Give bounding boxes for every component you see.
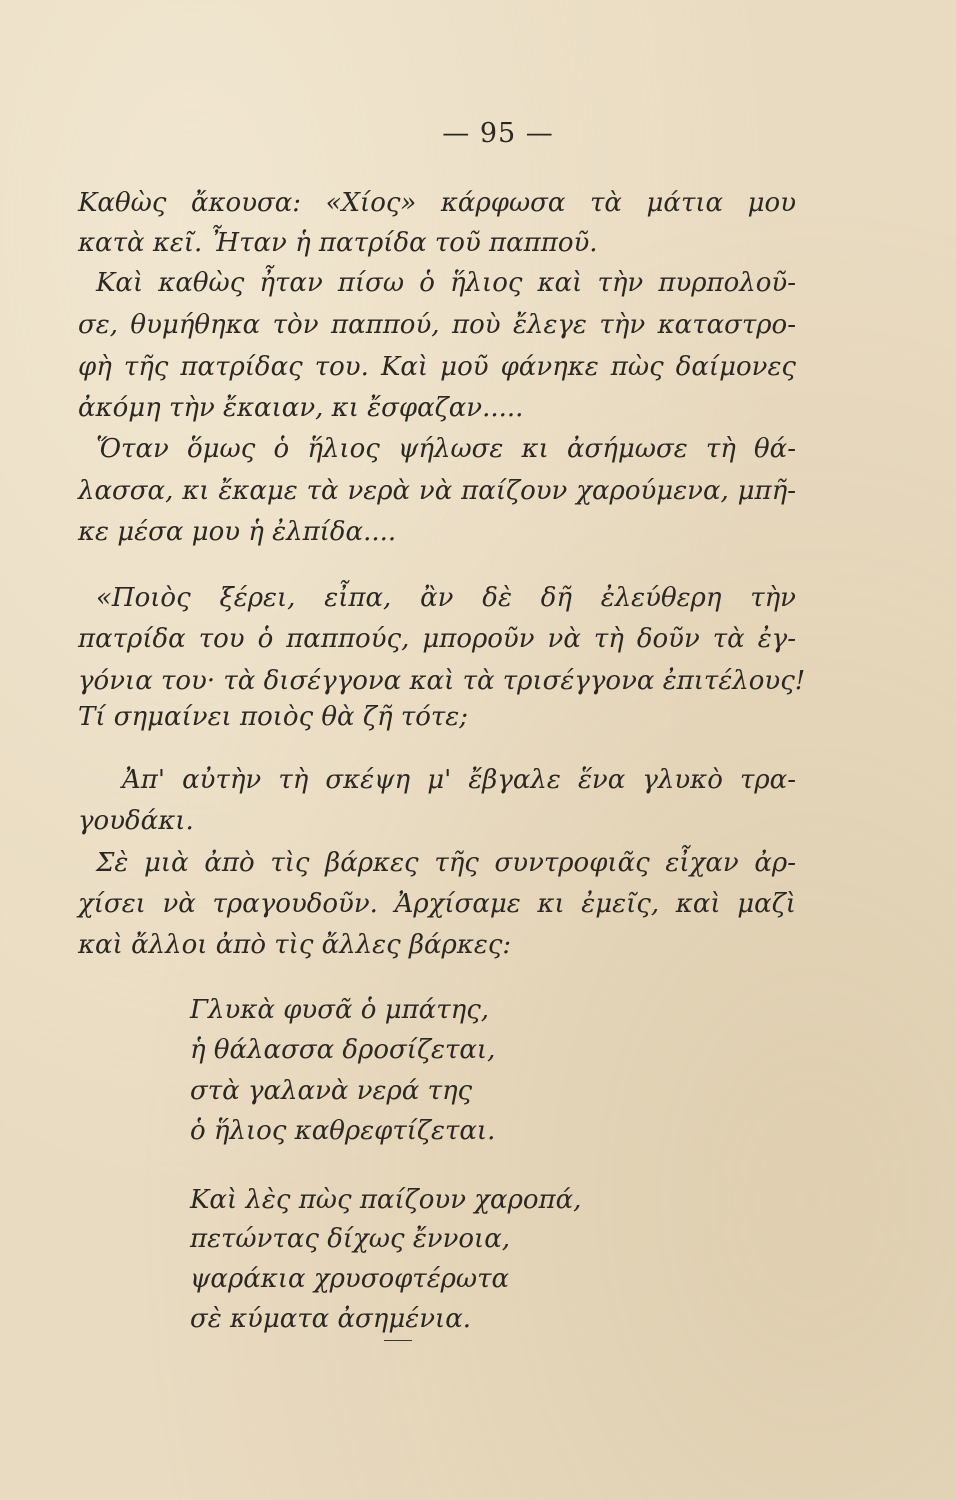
text-line: σε, θυμήθηκα τὸν παππού, ποὺ ἔλεγε τὴν καταστρο- bbox=[78, 310, 796, 340]
text-line: κε μέσα μου ἡ ἐλπίδα.... bbox=[78, 517, 397, 547]
verse-line: πετώντας δίχως ἔννοια, bbox=[190, 1224, 511, 1254]
text-line: γόνια του· τὰ δισέγγονα καὶ τὰ τρισέγγονα ἐπιτέλους! bbox=[78, 666, 806, 696]
verse-line: ὁ ἥλιος καθρεφτίζεται. bbox=[190, 1116, 496, 1146]
text-line: πατρίδα του ὁ παππούς, μποροῦν νὰ τὴ δοῦν τὰ ἐγ- bbox=[78, 624, 796, 654]
text-line: Ἀπ' αὐτὴν τὴ σκέψη μ' ἔβγαλε ἕνα γλυκὸ τρα- bbox=[122, 765, 796, 795]
text-line: λασσα, κι ἔκαμε τὰ νερὰ νὰ παίζουν χαρούμενα, μπῆ- bbox=[78, 476, 796, 506]
text-line: Σὲ μιὰ ἀπὸ τὶς βάρκες τῆς συντροφιᾶς εἶχαν ἀρ- bbox=[96, 848, 796, 878]
text-line: χίσει νὰ τραγουδοῦν. Ἀρχίσαμε κι ἐμεῖς, καὶ μαζὶ bbox=[78, 889, 796, 919]
verse-line: Γλυκὰ φυσᾶ ὁ μπάτης, bbox=[190, 995, 490, 1025]
text-line: Τί σημαίνει ποιὸς θὰ ζῆ τότε; bbox=[78, 702, 468, 732]
text-line: Καθὼς ἄκουσα: «Χίος» κάρφωσα τὰ μάτια μου bbox=[78, 188, 796, 218]
text-line: γουδάκι. bbox=[78, 806, 194, 836]
text-line: Ὅταν ὅμως ὁ ἥλιος ψήλωσε κι ἀσήμωσε τὴ θά- bbox=[96, 434, 796, 464]
page-number: — 95 — bbox=[442, 118, 554, 149]
verse-line: ψαράκια χρυσοφτέρωτα bbox=[190, 1264, 510, 1294]
text-line: Καὶ καθὼς ἦταν πίσω ὁ ἥλιος καὶ τὴν πυρπολοῦ- bbox=[96, 268, 796, 298]
verse-line: στὰ γαλανὰ νερά της bbox=[190, 1076, 473, 1106]
text-line: ἀκόμη τὴν ἔκαιαν, κι ἔσφαζαν..... bbox=[78, 393, 524, 423]
verse-line: ἡ θάλασσα δροσίζεται, bbox=[190, 1035, 496, 1065]
text-line: «Ποιὸς ξέρει, εἶπα, ἂν δὲ δῆ ἐλεύθερη τὴν bbox=[96, 583, 796, 613]
text-line: κατὰ κεῖ. Ἦταν ἡ πατρίδα τοῦ παπποῦ. bbox=[78, 228, 598, 258]
text-line: φὴ τῆς πατρίδας του. Καὶ μοῦ φάνηκε πὼς δαίμονες bbox=[78, 352, 796, 382]
text-line: καὶ ἄλλοι ἀπὸ τὶς ἄλλες βάρκες: bbox=[78, 930, 512, 960]
verse-line: σὲ κύματα ἀσημένια. bbox=[190, 1304, 472, 1334]
end-rule bbox=[384, 1340, 412, 1341]
verse-line: Καὶ λὲς πὼς παίζουν χαροπά, bbox=[190, 1185, 582, 1215]
